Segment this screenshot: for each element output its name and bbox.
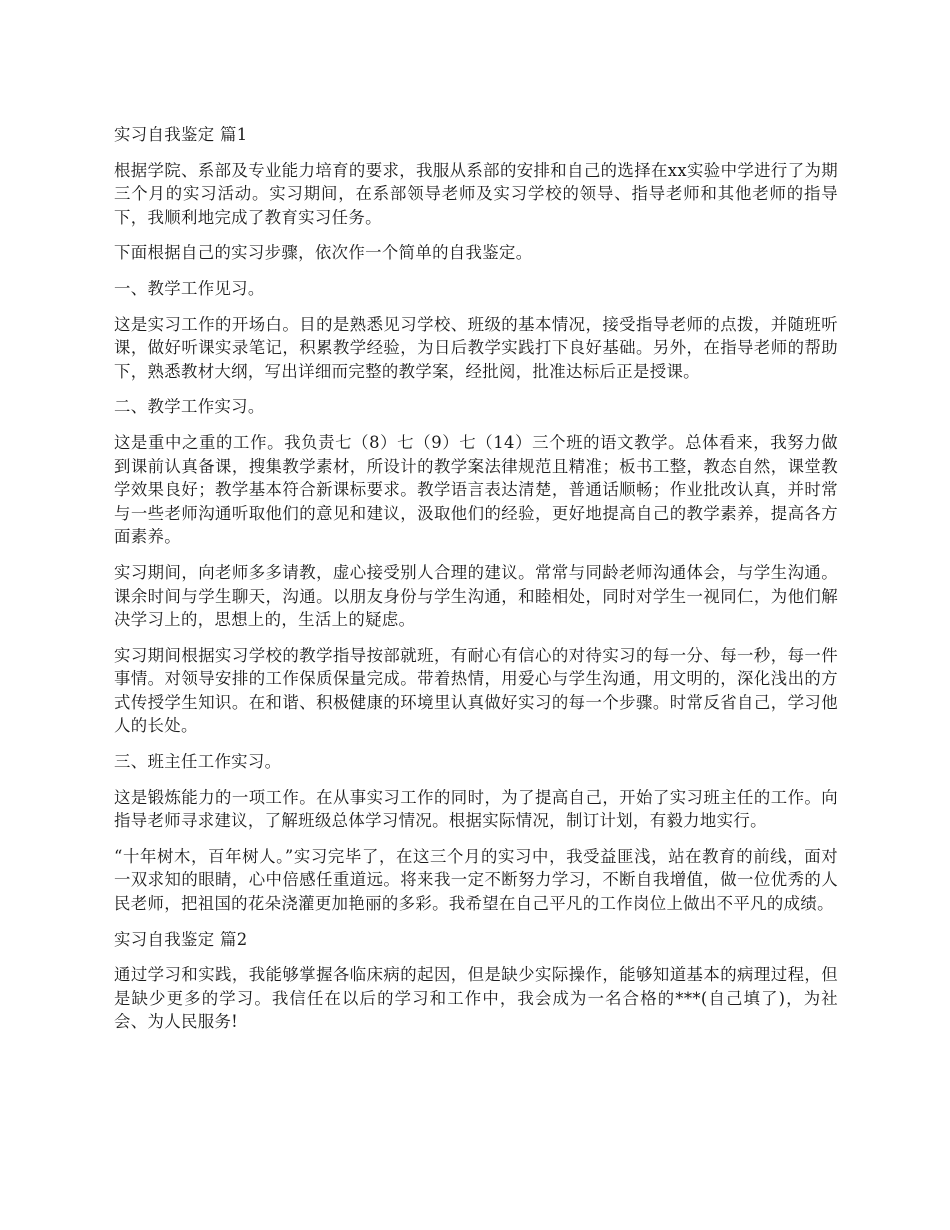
- paragraph-summary-lead: 下面根据自己的实习步骤，依次作一个简单的自我鉴定。: [114, 243, 533, 263]
- paragraph-class-teacher: 这是锻炼能力的一项工作。在从事实习工作的同时，为了提高自己，开始了实习班主任的工作。向指导老师寻求建议，了解班级总体学习情况。根据实际情况，制订计划，有毅力地实行。: [114, 787, 838, 831]
- document-page: [114, 123, 838, 1046]
- heading-teaching-practice: 二、教学工作实习。: [114, 397, 265, 417]
- paragraph-intro: 根据学院、系部及专业能力培育的要求，我服从系部的安排和自己的选择在xx实验中学进行了为期三个月的实习活动。实习期间，在系部领导老师及实习学校的领导、指导老师和其他老师的指导下，我顺利地完成了教育实习任务。: [114, 160, 838, 227]
- paragraph-clinical: 通过学习和实践，我能够掌握各临床病的起因，但是缺少实际操作，能够知道基本的病理过程，但是缺少更多的学习。我信任在以后的学习和工作中，我会成为一名合格的***(自己填了)，为社会、为人民服务!: [114, 965, 838, 1032]
- section-title-1: 实习自我鉴定 篇1: [114, 125, 248, 144]
- paragraph-teaching-practice: 这是重中之重的工作。我负责七（8）七（9）七（14）三个班的语文教学。总体看来，我努力做到课前认真备课，搜集教学素材，所设计的教学案法律规范且精准；板书工整，教态自然，课堂教学效果良好；教学基本符合新课标要求。教学语言表达清楚，普通话顺畅；作业批改认真，并时常与一些老师沟通听取他们的意见和建议，汲取他们的经验，更好地提高自己的教学素养，提高各方面素养。: [114, 432, 838, 547]
- section-title-2: 实习自我鉴定 篇2: [114, 929, 248, 949]
- paragraph-communication: 实习期间，向老师多多请教，虚心接受别人合理的建议。常常与同龄老师沟通体会，与学生沟通。课余时间与学生聊天，沟通。以朋友身份与学生沟通，和睦相处，同时对学生一视同仁，为他们解决学习上的，思想上的，生活上的疑虑。: [114, 562, 838, 630]
- heading-class-teacher: 三、班主任工作实习。: [114, 752, 282, 772]
- heading-observation: 一、教学工作见习。: [114, 278, 265, 298]
- paragraph-attitude: 实习期间根据实习学校的教学指导按部就班，有耐心有信心的对待实习的每一分、每一秒，每一件事情。对领导安排的工作保质保量完成。带着热情，用爱心与学生沟通，用文明的，深化浅出的方式传授学生知识。在和谐、积极健康的环境里认真做好实习的每一个步骤。时常反省自己，学习他人的长处。: [114, 645, 838, 736]
- paragraph-conclusion: “十年树木，百年树人。”实习完毕了，在这三个月的实习中，我受益匪浅，站在教育的前线，面对一双求知的眼睛，心中倍感任重道远。将来我一定不断努力学习，不断自我增值，做一位优秀的人民老师，把祖国的花朵浇灌更加艳丽的多彩。我希望在自己平凡的工作岗位上做出不平凡的成绩。: [114, 846, 838, 914]
- paragraph-observation: 这是实习工作的开场白。目的是熟悉见习学校、班级的基本情况，接受指导老师的点拨，并随班听课，做好听课实录笔记，积累教学经验，为日后教学实践打下良好基础。另外，在指导老师的帮助下，熟悉教材大纲，写出详细而完整的教学案，经批阅，批准达标后正是授课。: [114, 314, 838, 381]
